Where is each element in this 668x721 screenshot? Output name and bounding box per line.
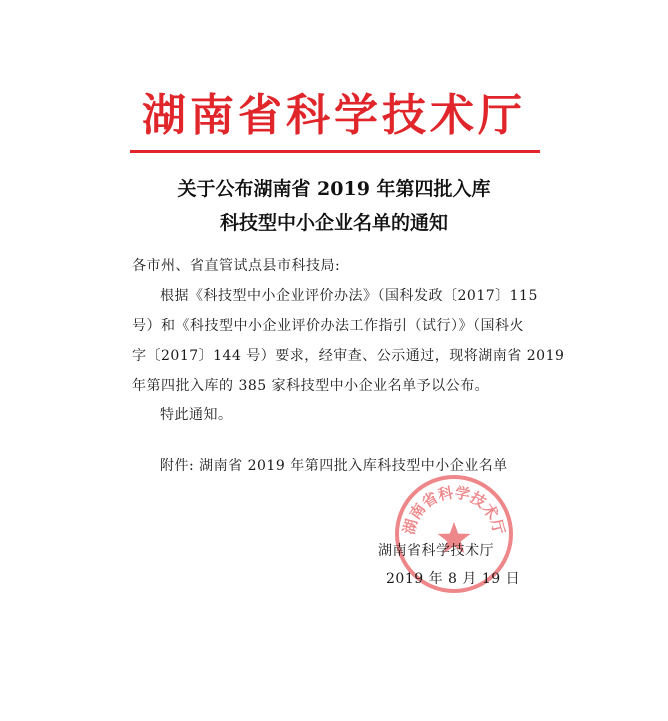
attachment-note: 附件: 湖南省 2019 年第四批入库科技型中小企业名单 — [160, 458, 508, 474]
body-line-3: 字〔2017〕144 号）要求，经审查、公示通过，现将湖南省 2019 — [132, 348, 565, 364]
issuer-header: 湖南省科学技术厅 — [142, 90, 526, 141]
body-line-2: 号）和《科技型中小企业评价办法工作指引（试行）》（国科火 — [132, 318, 524, 334]
closing-line: 特此通知。 — [160, 407, 233, 423]
salutation: 各市州、省直管试点县市科技局: — [132, 258, 341, 274]
signer-name: 湖南省科学技术厅 — [378, 543, 494, 559]
signature-date: 2019 年 8 月 19 日 — [386, 571, 521, 587]
document-title-line-1: 关于公布湖南省 2019 年第四批入库 — [177, 178, 491, 200]
seal-arc-text: 湖南省科学技术厅 — [399, 483, 509, 537]
document-title-line-2: 科技型中小企业名单的通知 — [219, 212, 448, 234]
body-line-4: 年第四批入库的 385 家科技型中小企业名单予以公布。 — [132, 378, 490, 394]
header-red-rule — [130, 150, 540, 153]
body-line-1: 根据《科技型中小企业评价办法》（国科发政〔2017〕115 — [160, 288, 538, 304]
